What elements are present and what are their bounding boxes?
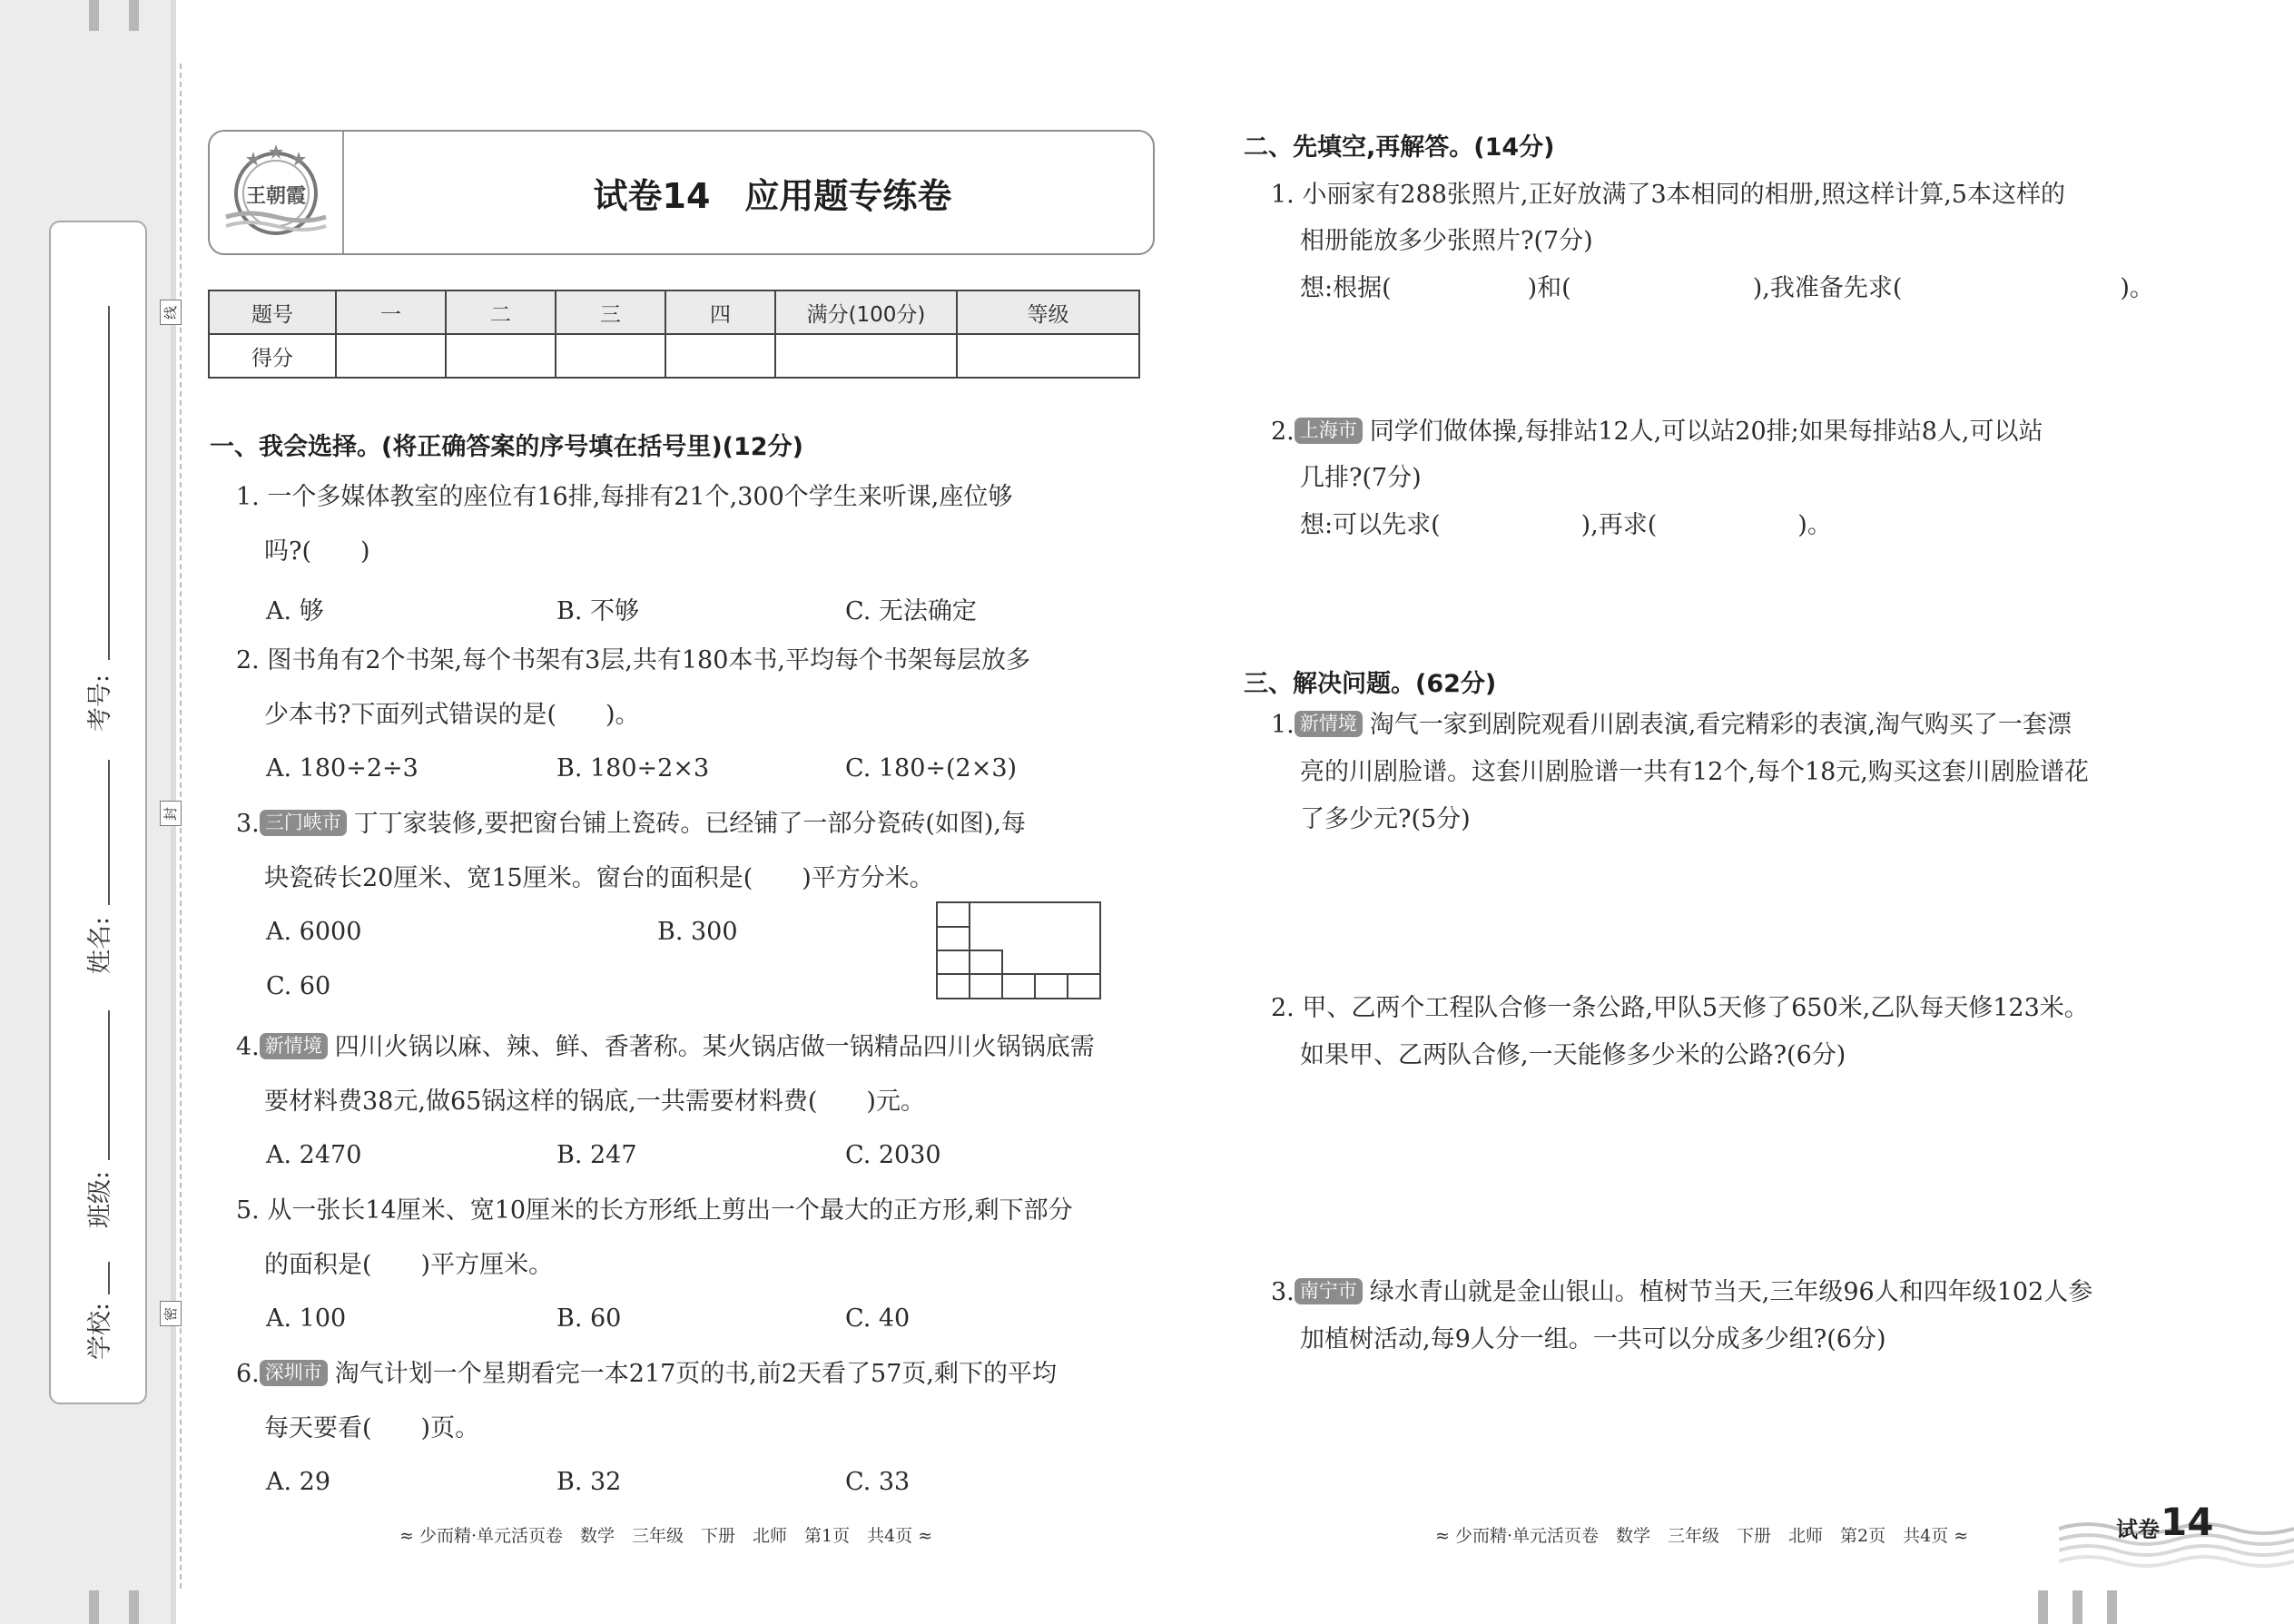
context-tag: 新情境 bbox=[260, 1033, 328, 1059]
exam-number-line[interactable] bbox=[108, 306, 110, 660]
question-text: 3. 南宁市 绿水青山就是金山银山。植树节当天,三年级96人和四年级102人参 bbox=[1271, 1278, 2093, 1306]
region-tag: 上海市 bbox=[1295, 418, 1363, 444]
question-text: 2. 图书角有2个书架,每个书架有3层,共有180本书,平均每个书架每层放多 bbox=[236, 646, 1030, 674]
score-cell[interactable] bbox=[556, 334, 665, 378]
option-a[interactable]: A. 180÷2÷3 bbox=[266, 754, 418, 782]
question-text: 每天要看( )页。 bbox=[264, 1414, 480, 1442]
school-label: 学校: bbox=[86, 1302, 115, 1360]
option-a[interactable]: A. 100 bbox=[266, 1304, 347, 1333]
table-header-cell: 二 bbox=[446, 290, 556, 334]
section-2-heading: 二、先填空,再解答。(14分) bbox=[1244, 133, 1555, 162]
question-text: 几排?(7分) bbox=[1300, 464, 1422, 492]
question-text: 2. 甲、乙两个工程队合修一条公路,甲队5天修了650米,乙队每天修123米。 bbox=[1271, 994, 2089, 1022]
class-label: 班级: bbox=[86, 1170, 115, 1228]
school-line[interactable] bbox=[108, 1262, 110, 1294]
question-text: 2. 上海市 同学们做体操,每排站12人,可以站20排;如果每排站8人,可以站 bbox=[1271, 418, 2043, 446]
question-text: 的面积是( )平方厘米。 bbox=[264, 1251, 554, 1279]
option-b[interactable]: B. 180÷2×3 bbox=[556, 754, 710, 782]
score-cell[interactable] bbox=[665, 334, 775, 378]
question-text: 吗?( ) bbox=[264, 537, 370, 566]
option-c[interactable]: C. 33 bbox=[845, 1468, 911, 1496]
option-b[interactable]: B. 不够 bbox=[556, 597, 640, 625]
question-text: 加植树活动,每9人分一组。一共可以分成多少组?(6分) bbox=[1300, 1325, 1886, 1353]
tile-figure bbox=[936, 901, 1101, 999]
table-header-cell: 题号 bbox=[209, 290, 336, 334]
option-b[interactable]: B. 247 bbox=[556, 1141, 637, 1169]
question-text: 5. 从一张长14厘米、宽10厘米的长方形纸上剪出一个最大的正方形,剩下部分 bbox=[236, 1196, 1073, 1225]
page-footer-left: ≈ 少而精·单元活页卷 数学 三年级 下册 北师 第1页 共4页 ≈ bbox=[399, 1526, 933, 1546]
page-title: 试卷14 应用题专练卷 bbox=[593, 176, 952, 216]
paper-badge-number: 14 bbox=[2161, 1500, 2214, 1544]
option-c[interactable]: C. 40 bbox=[845, 1304, 911, 1333]
student-info-card bbox=[49, 221, 147, 1404]
score-cell[interactable] bbox=[775, 334, 957, 378]
name-line[interactable] bbox=[108, 760, 110, 905]
think-prompt: 想:可以先求( ),再求( )。 bbox=[1300, 511, 1832, 539]
context-tag: 新情境 bbox=[1295, 711, 1363, 737]
cut-line bbox=[180, 64, 182, 1589]
answer-area[interactable] bbox=[1271, 1085, 2188, 1257]
paper-badge-label: 试卷 bbox=[2116, 1517, 2160, 1542]
registration-mark bbox=[2072, 1590, 2082, 1624]
option-b[interactable]: B. 300 bbox=[657, 918, 738, 946]
score-cell[interactable] bbox=[957, 334, 1139, 378]
option-c[interactable]: C. 60 bbox=[266, 972, 331, 1000]
think-prompt: 想:根据( )和( ),我准备先求( )。 bbox=[1300, 274, 2154, 302]
seal-mark-secret: 密 bbox=[160, 1301, 182, 1326]
question-text: 要材料费38元,做65锅这样的锅底,一共需要材料费( )元。 bbox=[264, 1088, 925, 1116]
brand-logo-icon bbox=[221, 139, 331, 246]
svg-text:王朝霞: 王朝霞 bbox=[245, 184, 307, 208]
question-text: 3. 三门峡市 丁丁家装修,要把窗台铺上瓷砖。已经铺了一部分瓷砖(如图),每 bbox=[236, 810, 1026, 838]
option-a[interactable]: A. 6000 bbox=[266, 918, 362, 946]
question-text: 如果甲、乙两队合修,一天能修多少米的公路?(6分) bbox=[1300, 1041, 1846, 1069]
option-c[interactable]: C. 180÷(2×3) bbox=[845, 754, 1018, 782]
score-cell[interactable] bbox=[446, 334, 556, 378]
paper-header bbox=[208, 130, 1155, 255]
registration-mark bbox=[89, 0, 99, 31]
question-text: 块瓷砖长20厘米、宽15厘米。窗台的面积是( )平方分米。 bbox=[264, 864, 934, 892]
brand-logo bbox=[221, 139, 331, 246]
seal-mark-seal: 封 bbox=[160, 801, 182, 826]
question-text: 了多少元?(5分) bbox=[1300, 805, 1471, 833]
question-text: 1. 一个多媒体教室的座位有16排,每排有21个,300个学生来听课,座位够 bbox=[236, 483, 1013, 511]
table-header-cell: 四 bbox=[665, 290, 775, 334]
option-a[interactable]: A. 29 bbox=[266, 1468, 331, 1496]
question-text: 亮的川剧脸谱。这套川剧脸谱一共有12个,每个18元,购买这套川剧脸谱花 bbox=[1300, 758, 2089, 786]
exam-number-label: 考号: bbox=[86, 674, 115, 732]
table-header-cell: 三 bbox=[556, 290, 665, 334]
answer-area[interactable] bbox=[1271, 1371, 2188, 1489]
seal-mark-line: 线 bbox=[160, 300, 182, 325]
class-line[interactable] bbox=[108, 1010, 110, 1160]
page-footer-right: ≈ 少而精·单元活页卷 数学 三年级 下册 北师 第2页 共4页 ≈ bbox=[1435, 1526, 1969, 1546]
table-header-cell: 满分(100分) bbox=[775, 290, 957, 334]
question-text: 4. 新情境 四川火锅以麻、辣、鲜、香著称。某火锅店做一锅精品四川火锅锅底需 bbox=[236, 1033, 1095, 1061]
table-header-cell: 一 bbox=[336, 290, 446, 334]
registration-mark bbox=[129, 1590, 139, 1624]
header-divider bbox=[342, 132, 344, 253]
question-text: 少本书?下面列式错误的是( )。 bbox=[264, 701, 640, 729]
name-label: 姓名: bbox=[86, 916, 115, 974]
region-tag: 三门峡市 bbox=[260, 810, 347, 836]
option-b[interactable]: B. 60 bbox=[556, 1304, 622, 1333]
score-cell[interactable] bbox=[336, 334, 446, 378]
registration-mark bbox=[129, 0, 139, 31]
option-a[interactable]: A. 够 bbox=[266, 597, 324, 625]
region-tag: 南宁市 bbox=[1295, 1278, 1363, 1304]
table-row bbox=[209, 334, 1139, 378]
option-c[interactable]: C. 2030 bbox=[845, 1141, 941, 1169]
option-a[interactable]: A. 2470 bbox=[266, 1141, 362, 1169]
section-1-heading: 一、我会选择。(将正确答案的序号填在括号里)(12分) bbox=[210, 433, 803, 461]
table-row bbox=[209, 290, 1139, 334]
score-row-label: 得分 bbox=[209, 334, 336, 378]
question-text: 1. 小丽家有288张照片,正好放满了3本相同的相册,照这样计算,5本这样的 bbox=[1271, 181, 2065, 209]
region-tag: 深圳市 bbox=[260, 1360, 328, 1386]
registration-mark bbox=[89, 1590, 99, 1624]
question-text: 相册能放多少张照片?(7分) bbox=[1300, 227, 1593, 255]
question-text: 1. 新情境 淘气一家到剧院观看川剧表演,看完精彩的表演,淘气购买了一套漂 bbox=[1271, 711, 2072, 739]
registration-mark bbox=[2038, 1590, 2048, 1624]
answer-area[interactable] bbox=[1271, 849, 2188, 985]
option-b[interactable]: B. 32 bbox=[556, 1468, 622, 1496]
section-3-heading: 三、解决问题。(62分) bbox=[1244, 670, 1497, 698]
registration-mark bbox=[2107, 1590, 2117, 1624]
question-text: 6. 深圳市 淘气计划一个星期看完一本217页的书,前2天看了57页,剩下的平均 bbox=[236, 1360, 1057, 1388]
table-header-cell: 等级 bbox=[957, 290, 1139, 334]
option-c[interactable]: C. 无法确定 bbox=[845, 597, 977, 625]
score-table bbox=[208, 290, 1140, 379]
